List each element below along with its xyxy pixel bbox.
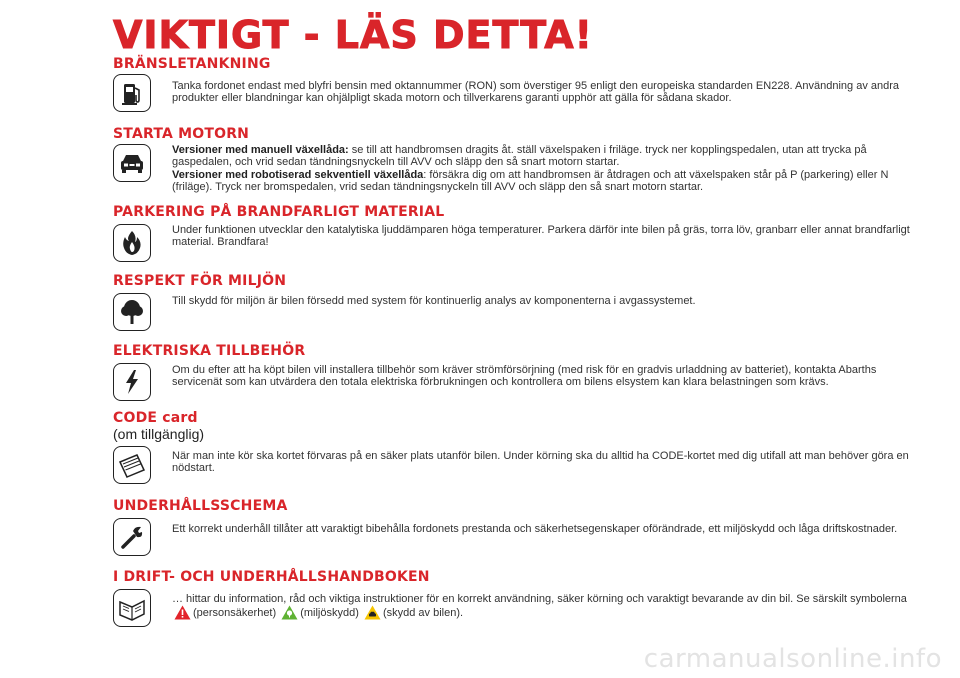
manual-gearbox-label: Versioner med manuell växellåda: (172, 144, 349, 156)
wrench-icon (113, 518, 151, 556)
open-book-icon (113, 589, 151, 627)
section-text: När man inte kör ska kortet förvaras på en säker plats utanför bilen. Under körning ska du alltid ha CODE-kortet med dig utifall att man behöver göra en nödstart. (172, 450, 909, 475)
section-flammable-parking (113, 204, 913, 249)
car-protection-label: (skydd av bilen). (382, 607, 464, 620)
warning-triangle-icon (174, 605, 191, 623)
section-environment (113, 273, 913, 307)
code-card-icon (113, 446, 151, 484)
environment-symbol-icon (281, 605, 298, 623)
lightning-bolt-icon (113, 363, 151, 401)
section-fuel (113, 56, 913, 105)
handbook-intro-text: … hittar du information, råd och viktiga instruktioner för en korrekt användning, säker körning och varaktigt bevarande av din bil. Se särskilt symbolerna (172, 593, 907, 605)
robotized-gearbox-text: : försäkra dig om att handbromsen är åtdragen och att växelspaken står på P (parkering) eller N (friläge). Tryck ner bromspedalen, vrid sedan tändningsnyckeln till AVV och släpp den så snart motorn startar. (172, 168, 889, 193)
environment-label: (miljöskydd) (300, 607, 359, 620)
flame-icon (113, 224, 151, 262)
section-maintenance-schedule (113, 498, 913, 535)
section-heading: BRÄNSLETANKNING (113, 56, 271, 72)
section-heading: I DRIFT- OCH UNDERHÅLLSHANDBOKEN (113, 569, 430, 585)
car-front-icon (113, 144, 151, 182)
section-text: Ett korrekt underhåll tillåter att varaktigt bibehålla fordonets prestanda och säkerhetsegenskaper oförändrade, ett miljöskydd och låga driftskostnader. (172, 523, 898, 535)
section-subheading: (om tillgänglig) (113, 426, 205, 442)
section-heading: UNDERHÅLLSSCHEMA (113, 498, 288, 514)
section-text (172, 144, 912, 193)
section-start-engine (113, 126, 913, 193)
section-code-card (113, 410, 913, 475)
section-heading: STARTA MOTORN (113, 126, 250, 142)
car-protection-icon (364, 605, 381, 623)
personal-safety-label: (personsäkerhet) (193, 607, 277, 620)
watermark: carmanualsonline.info (643, 644, 942, 674)
page-title: VIKTIGT - LÄS DETTA! (113, 13, 593, 57)
section-text: Till skydd för miljön är bilen försedd med system för kontinuerlig analys av komponenterna i avgassystemet. (172, 295, 696, 307)
section-heading: ELEKTRISKA TILLBEHÖR (113, 343, 306, 359)
fuel-pump-icon (113, 74, 151, 112)
robotized-gearbox-label: Versioner med robotiserad sekventiell växellåda (172, 168, 424, 181)
section-heading: RESPEKT FÖR MILJÖN (113, 273, 287, 289)
tree-icon (113, 293, 151, 331)
section-heading: CODE card (113, 410, 198, 426)
section-text (172, 593, 912, 624)
section-heading: PARKERING PÅ BRANDFARLIGT MATERIAL (113, 204, 445, 220)
section-handbook (113, 569, 913, 620)
section-electrical-accessories (113, 343, 913, 389)
manual-gearbox-text: se till att handbromsen dragits åt. ställ växelspaken i friläge. tryck ner kopplingspedalen, utan att trycka på gaspedalen, och vrid sedan tändningsnyckeln till AVV och släpp den så snart motorn startar. (172, 144, 867, 169)
section-text: Om du efter att ha köpt bilen vill installera tillbehör som kräver strömförsörjning (med risk för en gradvis urladdning av batteriet), kontakta Abarths servicenät som kan utvärdera den totala elektriska förbrukningen och kontrollera om bilens elsystem kan klara belastningen som krävs. (172, 364, 877, 389)
section-text: Under funktionen utvecklar den katalytiska ljuddämparen höga temperaturer. Parkera därför inte bilen på gräs, torra löv, granbarr eller annat brandfarligt material. Brandfara! (172, 224, 910, 249)
section-text: Tanka fordonet endast med blyfri bensin med oktannummer (RON) som överstiger 95 enligt den europeiska standarden EN228. Användning av andra produkter eller blandningar kan ohjälpligt skada motorn och tillverkarens garanti upphör att gälla för sådana skador. (172, 80, 900, 105)
